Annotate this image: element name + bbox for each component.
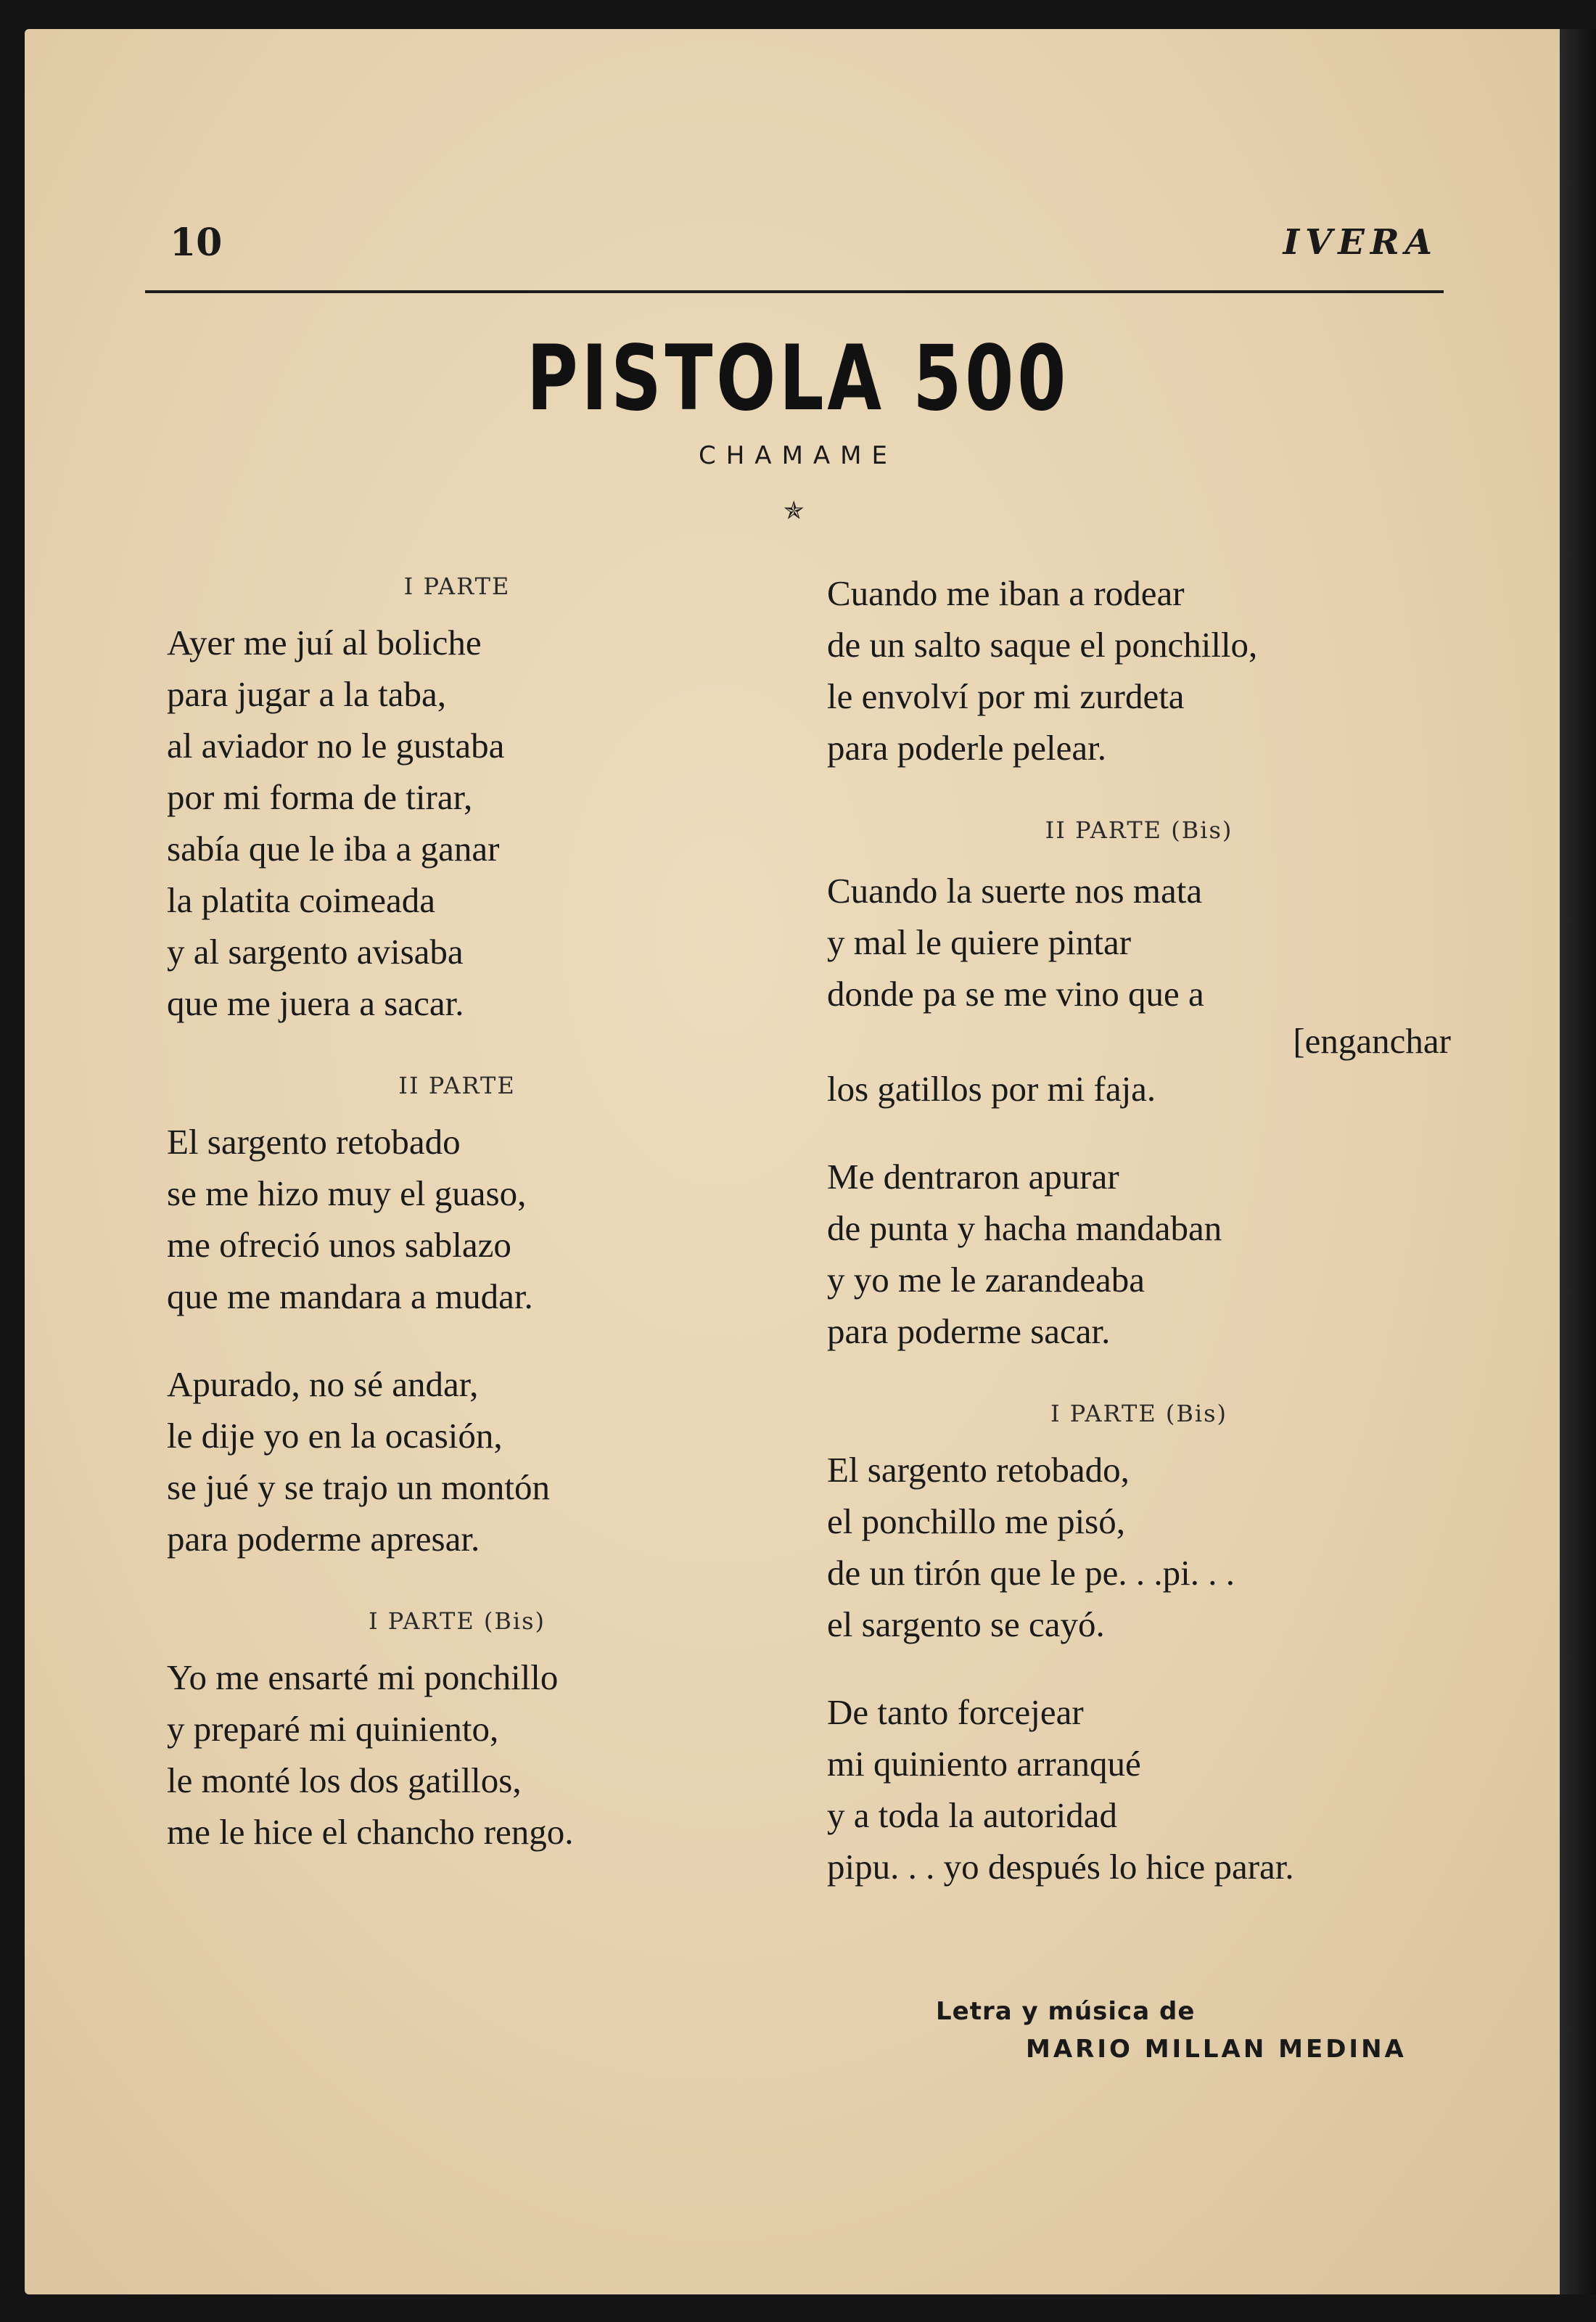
verse-line: para jugar a la taba, [167, 674, 446, 714]
verse-line: le dije yo en la ocasión, [167, 1416, 503, 1456]
verse-line: que me juera a sacar. [167, 983, 464, 1023]
stanza [167, 1116, 747, 1322]
verse-line: de un tirón que le pe. . .pi. . . [827, 1553, 1235, 1593]
verse-line: me ofreció unos sablazo [167, 1225, 511, 1265]
star-ornament: ✯ [783, 496, 805, 525]
author-name: MARIO MILLAN MEDINA [1026, 2035, 1407, 2064]
verse-line: sabía que le iba a ganar [167, 829, 500, 869]
verse-line: y mal le quiere pintar [827, 922, 1132, 962]
stanza [827, 1444, 1451, 1650]
verse-line: me le hice el chancho rengo. [167, 1812, 574, 1852]
verse-line: y al sargento avisaba [167, 932, 464, 972]
verse-line: Cuando me iban a rodear [827, 573, 1185, 613]
page-number: 10 [170, 221, 223, 265]
verse-line: para poderme sacar. [827, 1311, 1111, 1351]
verse-line: se me hizo muy el guaso, [167, 1173, 527, 1213]
verse-line: pipu. . . yo después lo hice parar. [827, 1847, 1294, 1887]
verse-line: el sargento se cayó. [827, 1604, 1105, 1644]
credits-label: Letra y música de [936, 1997, 1196, 2026]
verse-line: los gatillos por mi faja. [827, 1069, 1156, 1109]
verse-continuation: [enganchar [1293, 1021, 1451, 1061]
verse-line: Yo me ensarté mi ponchillo [167, 1657, 559, 1697]
verse-line: Ayer me juí al boliche [167, 623, 482, 662]
verse-line: Cuando la suerte nos mata [827, 871, 1203, 911]
running-header [145, 210, 1444, 293]
section-heading: II PARTE (Bis) [1045, 816, 1233, 844]
verse-line: se jué y se trajo un montón [167, 1467, 551, 1507]
verse-line: para poderle pelear. [827, 728, 1106, 768]
song-credits [936, 1997, 1407, 2064]
stanza [167, 1358, 747, 1564]
verse-line: de un salto saque el ponchillo, [827, 625, 1258, 665]
page-edge [1560, 29, 1596, 2294]
verse-line: y a toda la autoridad [827, 1795, 1118, 1835]
stanza [827, 1151, 1451, 1357]
verse-line: por mi forma de tirar, [167, 777, 473, 817]
stanza [827, 567, 1451, 774]
verse-line: le monté los dos gatillos, [167, 1760, 522, 1800]
right-column [827, 566, 1451, 1929]
left-column [167, 566, 747, 1894]
section-heading: I PARTE [403, 573, 511, 600]
verse-line: de punta y hacha mandaban [827, 1208, 1222, 1248]
stanza [167, 617, 747, 1029]
verse-line: al aviador no le gustaba [167, 726, 505, 766]
verse-line: el ponchillo me pisó, [827, 1501, 1125, 1541]
section-heading: I PARTE (Bis) [1050, 1400, 1228, 1427]
stanza [827, 865, 1451, 1115]
verse-line: y yo me le zarandeaba [827, 1260, 1145, 1300]
verse-line: De tanto forcejear [827, 1692, 1084, 1732]
section-heading: I PARTE (Bis) [368, 1607, 546, 1635]
verse-line: la platita coimeada [167, 880, 436, 920]
verse-line: El sargento retobado [167, 1122, 461, 1162]
verse-line: que me mandara a mudar. [167, 1276, 533, 1316]
verse-line: para poderme apresar. [167, 1519, 480, 1559]
song-genre: CHAMAME [699, 441, 897, 470]
verse-line: El sargento retobado, [827, 1450, 1130, 1490]
verse-line: le envolví por mi zurdeta [827, 676, 1185, 716]
journal-name: IVERA [1283, 222, 1438, 263]
verse-line: y preparé mi quiniento, [167, 1709, 499, 1749]
stanza [167, 1652, 747, 1858]
section-heading: II PARTE [398, 1072, 516, 1099]
verse-line: mi quiniento arranqué [827, 1744, 1141, 1784]
stanza [827, 1686, 1451, 1892]
verse-line: Apurado, no sé andar, [167, 1364, 479, 1404]
verse-line: Me dentraron apurar [827, 1157, 1119, 1197]
verse-line: donde pa se me vino que a [827, 974, 1204, 1014]
song-title: PISTOLA 500 [526, 327, 1070, 431]
